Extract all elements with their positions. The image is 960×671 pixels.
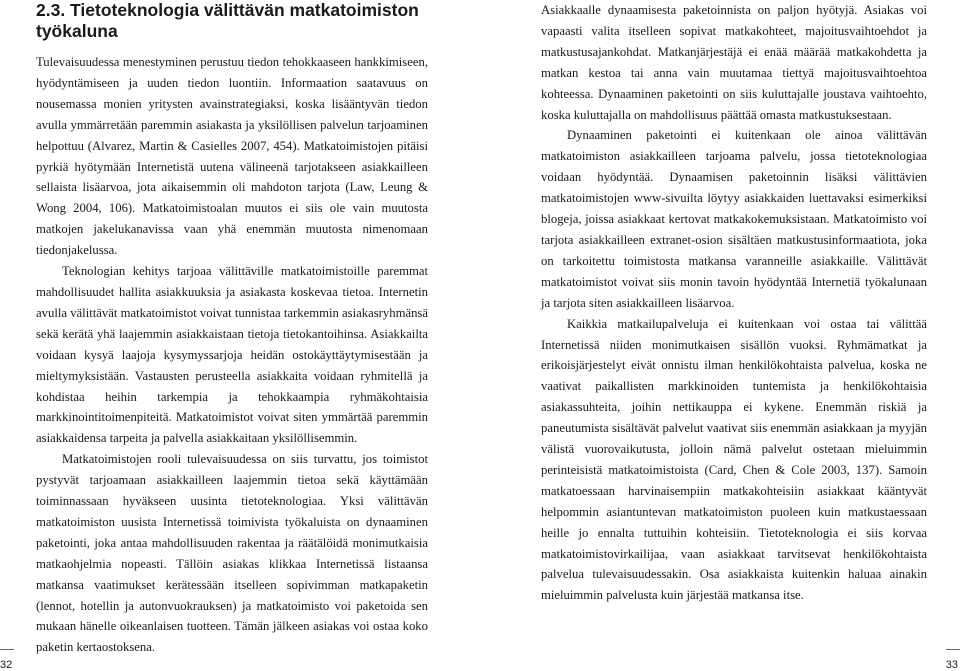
paragraph: Asiakkaalle dynaamisesta paketoinnista on paljon hyötyjä. Asiakas voi vapaasti valita itselleen sopivat matkakohteet, majoitusvaihtoehdot ja matkustusajankohdat. Matkanjärjestäjä ei enää määrää matkakohdetta ja matkan kestoa tai anna vain muutamaa tiettyä majoitusvaihtoehtoa kohteessa. Dynaaminen paketointi on siis kuluttajalle joustava vaihtoehto, koska kuluttajalla on mahdollisuus päättää omasta matkustuksestaan. — [541, 3, 927, 122]
page-number-right: 33 — [945, 659, 958, 671]
paragraph: Kaikkia matkailupalveluja ei kuitenkaan voi ostaa tai välittää Internetissä niiden monimutkaisen sisällön vuoksi. Ryhmämatkat ja erikoisjärjestelyt eivät onnistu ilman henkilökohtaista palvelua, koska ne vaativat paikallisten markkinoiden tuntemista ja henkilökohtaisia asiakassuhteita, joihin nettikauppa ei kykene. Enemmän riskiä ja paneutumista sisältävät palvelut vaativat siis enemmän asiakkaan ja myyjän välistä vuorovaikutusta, jolloin nämä palvelut ostetaan mieluimmin perinteisistä matkatoimistoista (Card, Chen & Cole 2003, 137). Samoin matkatoessaan harvinaisempiin matkakohteisiin asiakkaat kääntyvät helpommin asiantuntevan matkatoimiston puoleen kuin matkustaessaan heille jo ennalta tuttuihin kohteisiin. Tietoteknologia ei siis korvaa matkatoimistovirkailijaa, vaan asiakkaat tarvitsevat henkilökohtaista palvelua tulevaisuudessakin. Osa asiakkaista kuitenkin haluaa ainakin mieluimmin palvelusta kuin järjestää matkansa itse. — [541, 316, 927, 603]
section-heading: 2.3. Tietoteknologia välittävän matkatoimiston työkaluna — [36, 0, 419, 41]
footer-rule-right — [946, 649, 960, 650]
paragraph: Dynaaminen paketointi ei kuitenkaan ole ainoa välittävän matkatoimiston asiakkailleen tarjoama palvelu, jossa tietoteknologiaa voidaan hyödyntää. Dynaamisen paketoinnin lisäksi välittävien matkatoimistojen www-sivuilta löytyy asiakkaiden luettavaksi esimerkiksi blogeja, joissa asiakkaat kertovat matkakokemuksistaan. Matkatoimisto voi tarjota asiakkailleen extranet-osion sisältäen matkustusinformaatiota, joka on tarkoitettu toimistosta matkansa varanneille asiakkaille. Välittävät matkatoimistot voivat siis monin tavoin hyödyntää Internetiä työkalunaan ja tarjota siten asiakkailleen lisäarvoa. — [541, 128, 927, 310]
right-column — [541, 0, 927, 606]
page-number-left: 32 — [0, 659, 13, 671]
paragraph: Matkatoimistojen rooli tulevaisuudessa on siis turvattu, jos toimistot pystyvät tarjoamaan asiakkailleen laajemmin tietoa sekä käyttämään toiminnassaan hyväkseen uusinta tietoteknologiaa. Yksi välittävän matkatoimiston uusista Internetissä toimivista työkaluista on dynaaminen paketointi, joka antaa mahdollisuuden rakentaa ja räätälöidä monimutkaisia matkaohjelmia nopeasti. Tällöin asiakas klikkaa Internetissä listaansa matkansa vaatimukset kerätessään itselleen sopivimman matkapaketin (lennot, hotellin ja autonvuokrauksen) ja matkatoimisto voi paketoida sen mukaan hänelle oikeanlaisen tuotteen. Tämän jälkeen asiakas voi ostaa koko paketin kertaostoksena. — [36, 452, 428, 655]
left-column — [36, 0, 428, 658]
paragraph: Tulevaisuudessa menestyminen perustuu tiedon tehokkaaseen hankkimiseen, hyödyntämiseen ja uuden tiedon luontiin. Informaation saatavuus on nousemassa monien yritysten avainstrategiaksi, koska lisääntyvän tiedon avulla ymmärretään paremmin asiakasta ja yksilöllisen palvelun tarjoaminen helpottuu (Alvarez, Martin & Casielles 2007, 454). Matkatoimistojen pitäisi pyrkiä hyötymään Internetistä uutena välineenä tarjotakseen asiakkailleen sellaista lisäarvoa, jota aikaisemmin oli mahdoton tarjota (Law, Leung & Wong 2004, 106). Matkatoimistoalan muutos ei siis ole vain muutosta matkojen jakelukanavissa vaan yhä enemmän muutosta nimenomaan tiedonjakelussa. — [36, 55, 428, 258]
footer-rule-left — [0, 649, 14, 650]
paragraph: Teknologian kehitys tarjoaa välittäville matkatoimistoille paremmat mahdollisuudet hallita asiakkuuksia ja asiakasta koskevaa tietoa. Internetin avulla välittävät matkatoimistot voivat tunnistaa tarkemmin asiakasryhmänsä sekä kerätä yhä laajemmin asiakkaistaan tietoja tietokantoihinsa. Asiakkailta voidaan kysyä laajoja kysymyssarjoja heidän ostokäyttäytymisestään ja mieltymyksistään. Vastausten perusteella asiakkaita voidaan ryhmitellä ja kohdistaa heihin tarkempia ja tehokkaampia ryhmäkohtaisia markkinointitoimenpiteitä. Matkatoimistot voivat siten ymmärtää paremmin asiakkaidensa tarpeita ja palvella asiakkaitaan yksilöllisemmin. — [36, 264, 428, 446]
